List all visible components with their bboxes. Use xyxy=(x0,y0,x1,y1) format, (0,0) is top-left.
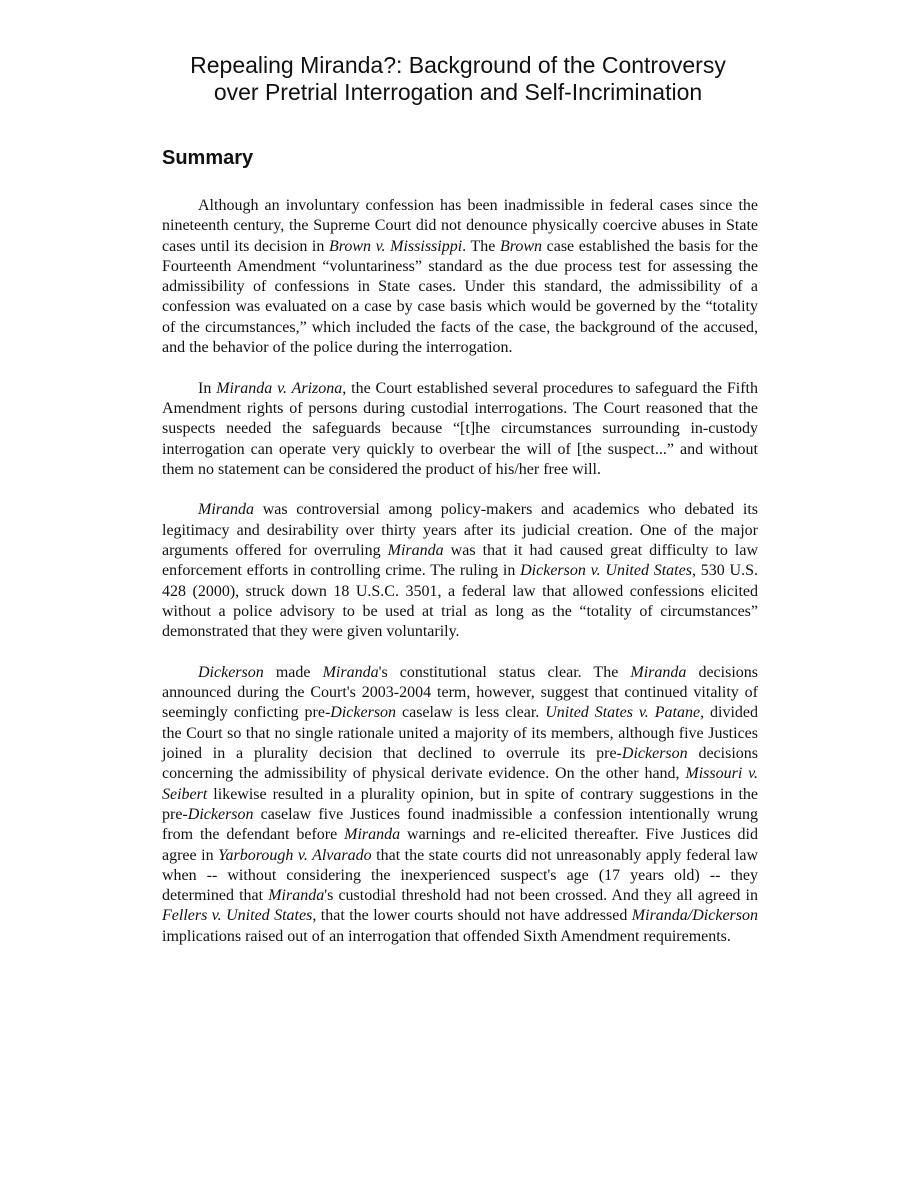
case-name: Dickerson xyxy=(198,663,264,681)
document-title xyxy=(158,52,758,106)
summary-paragraph-4: Dickerson made Miranda's constitutional status clear. The Miranda decisions announced during the Court's 2003-2004 term, however, suggest that continued vitality of seemingly conficting pre-Dickerson caselaw is less clear. United States v. Patane, divided the Court so that no single rationale united a majority of its members, although five Justices joined in a plurality decision that declined to overrule its pre-Dickerson decisions concerning the admissibility of physical derivate evidence. On the other hand, Missouri v. Seibert likewise resulted in a plurality opinion, but in spite of contrary suggestions in the pre-Dickerson caselaw five Justices found inadmissible a confession intentionally wrung from the defendant before Miranda warnings and re-elicited thereafter. Five Justices did agree in Yarborough v. Alvarado that the state courts did not unreasonably apply federal law when -- without considering the inexperienced suspect's age (17 years old) -- they determined that Miranda's custodial threshold had not been crossed. And they all agreed in Fellers v. United States, that the lower courts should not have addressed Miranda/Dickerson implications raised out of an interrogation that offended Sixth Amendment requirements. xyxy=(162,663,759,945)
case-name: Dickerson xyxy=(621,745,688,763)
document-page xyxy=(162,52,758,947)
case-name: Missouri v. Seibert xyxy=(162,765,759,803)
case-name: Miranda xyxy=(630,663,687,681)
case-name: Brown v. Mississippi xyxy=(328,237,463,255)
case-name: Fellers v. United States xyxy=(162,907,313,925)
case-name: Miranda/Dickerson xyxy=(631,907,758,925)
summary-paragraph-2: In Miranda v. Arizona, the Court established several procedures to safeguard the Fifth Amendment rights of persons during custodial interrogations. The Court reasoned that the suspects needed the safeguards because “[t]he circumstances surrounding in-custody interrogation can operate very quickly to overbear the will of [the suspect...” and without them no statement can be considered the product of his/her free will. xyxy=(162,379,758,478)
title-line-2: over Pretrial Interrogation and Self-Incrimination xyxy=(213,79,703,105)
case-name: Dickerson v. United States xyxy=(520,562,692,580)
case-name: United States v. Patane xyxy=(545,704,701,722)
case-name: Miranda xyxy=(198,501,254,519)
case-name: Miranda xyxy=(344,826,401,844)
case-name: Dickerson xyxy=(330,704,397,722)
case-name: Miranda v. Arizona xyxy=(216,379,343,397)
case-name: Miranda xyxy=(322,663,379,681)
case-name: Brown xyxy=(499,237,543,255)
summary-paragraph-1: Although an involuntary confession has been inadmissible in federal cases since the nineteenth century, the Supreme Court did not denounce physically coercive abuses in State cases until its decision in Brown v. Mississippi. The Brown case established the basis for the Fourteenth Amendment “voluntariness” standard as the due process test for assessing the admissibility of confessions in State cases. Under this standard, the admissibility of a confession was evaluated on a case by case basis which would be governed by the “totality of the circumstances,” which included the facts of the case, the background of the accused, and the behavior of the police during the interrogation. xyxy=(162,197,758,357)
case-name: Miranda xyxy=(387,542,444,560)
title-line-1: Repealing Miranda?: Background of the Controversy xyxy=(190,52,726,78)
case-name: Dickerson xyxy=(187,805,254,823)
summary-heading: Summary xyxy=(162,147,254,169)
summary-paragraph-3: Miranda was controversial among policy-makers and academics who debated its legitimacy and desirability over thirty years after its judicial creation. One of the major arguments offered for overruling Miranda was that it had caused great difficulty to law enforcement efforts in controlling crime. The ruling in Dickerson v. United States, 530 U.S. 428 (2000), struck down 18 U.S.C. 3501, a federal law that allowed confessions elicited without a police advisory to be used at trial as long as the “totality of circumstances” demonstrated that they were given voluntarily. xyxy=(162,501,759,641)
case-name: Yarborough v. Alvarado xyxy=(218,846,372,864)
case-name: Miranda xyxy=(268,887,325,905)
